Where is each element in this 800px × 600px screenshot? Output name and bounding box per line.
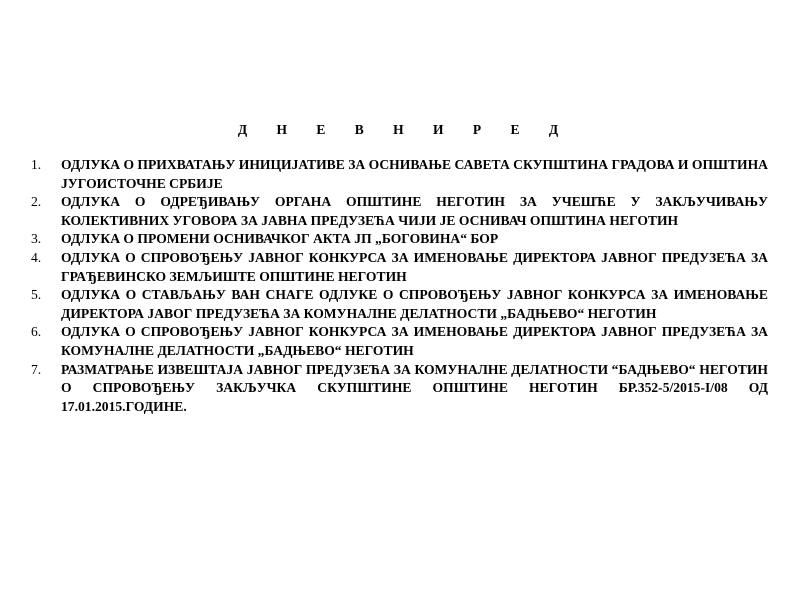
- agenda-list: [31, 156, 768, 416]
- agenda-item-text: ОДЛУКА О СПРОВОЂЕЊУ ЈАВНОГ КОНКУРСА ЗА ИМЕНОВАЊЕ ДИРЕКТОРА ЈАВНОГ ПРЕДУЗЕЋА ЗА ГРАЂЕВИНСКО ЗЕМЉИШТЕ ОПШТИНЕ НЕГОТИН: [61, 249, 768, 284]
- agenda-item-number: 4.: [31, 249, 42, 265]
- agenda-item-text: ОДЛУКА О СПРОВОЂЕЊУ ЈАВНОГ КОНКУРСА ЗА ИМЕНОВАЊЕ ДИРЕКТОРА ЈАВНОГ ПРЕДУЗЕЋА ЗА КОМУНАЛНЕ ДЕЛАТНОСТИ „БАДЊЕВО“ НЕГОТИН: [61, 324, 768, 358]
- agenda-item-number: 1.: [31, 157, 42, 172]
- agenda-item-text: ОДЛУКА О СТАВЉАЊУ ВАН СНАГЕ ОДЛУКЕ О СПРОВОЂЕЊУ ЈАВНОГ КОНКУРСА ЗА ИМЕНОВАЊЕ ДИРЕКТОРА ЈАВОГ ПРЕДУЗЕЋА ЗА КОМУНАЛНЕ ДЕЛАТНОСТИ „БАДЊЕВО“ НЕГОТИН: [61, 287, 768, 321]
- agenda-item-text: ОДЛУКА О ПРОМЕНИ ОСНИВАЧКОГ АКТА ЈП „БОГОВИНА“ БОР: [61, 231, 499, 247]
- agenda-item-number: 3.: [31, 231, 42, 247]
- agenda-item-4: [31, 249, 768, 286]
- agenda-item-text: РАЗМАТРАЊЕ ИЗВЕШТАЈА ЈАВНОГ ПРЕДУЗЕЋА ЗА КОМУНАЛНЕ ДЕЛАТНОСТИ “БАДЊЕВО“ НЕГОТИН О СПРОВОЂЕЊУ ЗАКЉУЧКА СКУПШТИНЕ ОПШТИНЕ НЕГОТИН БР.352-5/2015-I/08 ОД 17.01.2015.ГОДИНЕ.: [61, 361, 768, 414]
- agenda-item-text: ОДЛУКА О ПРИХВАТАЊУ ИНИЦИЈАТИВЕ ЗА ОСНИВАЊЕ САВЕТА СКУПШТИНА ГРАДОВА И ОПШТИНА ЈУГОИСТОЧНЕ СРБИЈЕ: [61, 157, 768, 191]
- agenda-item-2: [31, 193, 768, 230]
- agenda-item-7: [31, 361, 768, 417]
- agenda-item-3: [31, 230, 768, 249]
- agenda-item-5: [31, 286, 768, 323]
- agenda-title: Д Н Е В Н И Р Е Д: [237, 122, 563, 137]
- agenda-item-6: [31, 323, 768, 360]
- agenda-item-number: 6.: [31, 324, 42, 340]
- agenda-item-number: 2.: [31, 194, 42, 210]
- agenda-item-number: 5.: [31, 287, 42, 303]
- agenda-item-text: ОДЛУКА О ОДРЕЂИВАЊУ ОРГАНА ОПШТИНЕ НЕГОТИН ЗА УЧЕШЋЕ У ЗАКЉУЧИВАЊУ КОЛЕКТИВНИХ УГОВОРА ЗА ЈАВНА ПРЕДУЗЕЋА ЧИЈИ ЈЕ ОСНИВАЧ ОПШТИНА НЕГОТИН: [61, 194, 768, 228]
- agenda-item-1: [31, 156, 768, 193]
- agenda-item-number: 7.: [31, 361, 42, 377]
